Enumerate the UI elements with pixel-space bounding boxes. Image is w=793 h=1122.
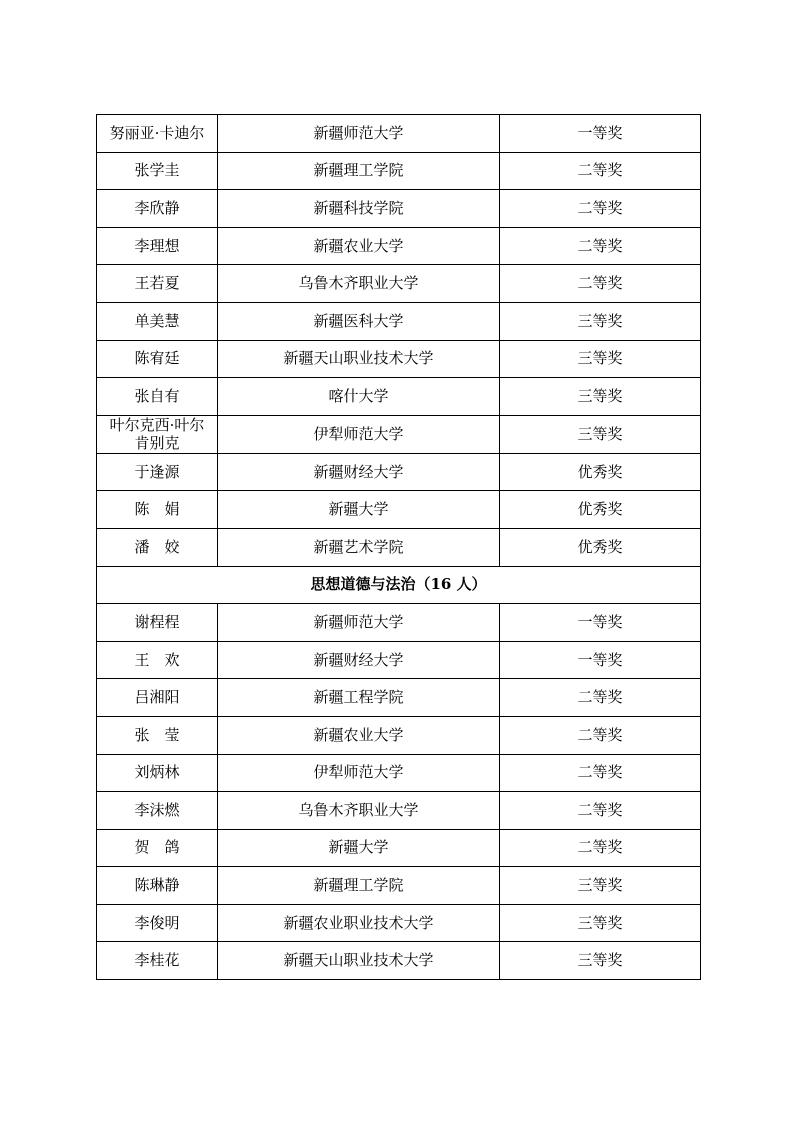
- winner-name: 张学圭: [134, 161, 180, 180]
- name-cell: [97, 754, 218, 792]
- winner-name: 李俊明: [134, 913, 180, 932]
- table-row: [97, 942, 701, 980]
- table-row: [97, 716, 701, 754]
- name-cell: [97, 792, 218, 830]
- award-cell: 二等奖: [500, 716, 701, 754]
- name-cell: [97, 604, 218, 642]
- award-cell: 一等奖: [500, 641, 701, 679]
- name-cell: [97, 867, 218, 905]
- school-cell: 新疆农业大学: [218, 227, 500, 265]
- school-cell: 新疆大学: [218, 491, 500, 529]
- name-cell: [97, 679, 218, 717]
- school-cell: 新疆理工学院: [218, 152, 500, 190]
- award-cell: 优秀奖: [500, 491, 701, 529]
- school-cell: 新疆财经大学: [218, 641, 500, 679]
- name-cell: [97, 115, 218, 153]
- school-cell: 伊犁师范大学: [218, 754, 500, 792]
- table-row: [97, 190, 701, 228]
- award-cell: 二等奖: [500, 829, 701, 867]
- award-cell: 三等奖: [500, 942, 701, 980]
- winner-name: 叶尔克西·叶尔肯别克: [109, 415, 205, 452]
- award-cell: 二等奖: [500, 265, 701, 303]
- award-cell: 一等奖: [500, 604, 701, 642]
- award-cell: 优秀奖: [500, 453, 701, 491]
- table-row: [97, 904, 701, 942]
- winner-name: 谢程程: [134, 612, 180, 631]
- winner-name: 王若夏: [134, 274, 180, 293]
- award-cell: 三等奖: [500, 302, 701, 340]
- name-cell: [97, 641, 218, 679]
- name-cell: [97, 904, 218, 942]
- name-cell: [97, 152, 218, 190]
- award-cell: 三等奖: [500, 867, 701, 905]
- award-cell: 二等奖: [500, 152, 701, 190]
- school-cell: 乌鲁木齐职业大学: [218, 265, 500, 303]
- award-cell: 三等奖: [500, 415, 701, 453]
- winner-name: 王 欢: [134, 650, 180, 669]
- table-row: [97, 641, 701, 679]
- winner-name: 刘炳林: [134, 763, 180, 782]
- school-cell: 新疆科技学院: [218, 190, 500, 228]
- winner-name: 陈宥廷: [134, 349, 180, 368]
- winner-name: 张自有: [134, 386, 180, 405]
- table-row: [97, 491, 701, 529]
- school-cell: 新疆师范大学: [218, 115, 500, 153]
- name-cell: [97, 491, 218, 529]
- winner-name: 吕湘阳: [134, 688, 180, 707]
- table-row: [97, 227, 701, 265]
- table-row: [97, 867, 701, 905]
- award-table-body: [97, 115, 701, 980]
- winner-name: 于逢源: [134, 462, 180, 481]
- name-cell: [97, 378, 218, 416]
- award-cell: 二等奖: [500, 190, 701, 228]
- name-cell: [97, 190, 218, 228]
- school-cell: 乌鲁木齐职业大学: [218, 792, 500, 830]
- school-cell: 新疆艺术学院: [218, 528, 500, 566]
- winner-name: 李欣静: [134, 198, 180, 217]
- table-row: [97, 453, 701, 491]
- table-row: [97, 792, 701, 830]
- winner-name: 陈 娟: [134, 500, 180, 519]
- table-row: [97, 265, 701, 303]
- award-cell: 一等奖: [500, 115, 701, 153]
- award-cell: 二等奖: [500, 227, 701, 265]
- award-cell: 二等奖: [500, 679, 701, 717]
- school-cell: 新疆师范大学: [218, 604, 500, 642]
- school-cell: 新疆农业大学: [218, 716, 500, 754]
- award-cell: 二等奖: [500, 754, 701, 792]
- section-header-row: [97, 566, 701, 604]
- winner-name: 李理想: [134, 236, 180, 255]
- winner-name: 陈琳静: [134, 876, 180, 895]
- name-cell: [97, 415, 218, 453]
- name-cell: [97, 227, 218, 265]
- table-row: [97, 415, 701, 453]
- table-row: [97, 829, 701, 867]
- award-cell: 三等奖: [500, 904, 701, 942]
- winner-name: 单美慧: [134, 311, 180, 330]
- school-cell: 新疆理工学院: [218, 867, 500, 905]
- table-row: [97, 302, 701, 340]
- table-row: [97, 115, 701, 153]
- winner-name: 潘 姣: [134, 537, 180, 556]
- award-cell: 三等奖: [500, 378, 701, 416]
- school-cell: 新疆大学: [218, 829, 500, 867]
- name-cell: [97, 302, 218, 340]
- school-cell: 伊犁师范大学: [218, 415, 500, 453]
- table-row: [97, 604, 701, 642]
- winner-name: 贺 鸽: [134, 838, 180, 857]
- table-row: [97, 152, 701, 190]
- name-cell: [97, 340, 218, 378]
- award-cell: 优秀奖: [500, 528, 701, 566]
- school-cell: 新疆医科大学: [218, 302, 500, 340]
- table-row: [97, 754, 701, 792]
- winner-name: 张 莹: [134, 725, 180, 744]
- award-cell: 二等奖: [500, 792, 701, 830]
- award-table: [96, 114, 701, 980]
- name-cell: [97, 942, 218, 980]
- school-cell: 新疆天山职业技术大学: [218, 942, 500, 980]
- name-cell: [97, 453, 218, 491]
- section-title: 思想道德与法治（16 人）: [97, 566, 701, 604]
- school-cell: 新疆天山职业技术大学: [218, 340, 500, 378]
- table-row: [97, 378, 701, 416]
- award-cell: 三等奖: [500, 340, 701, 378]
- table-row: [97, 340, 701, 378]
- winner-name: 李桂花: [134, 951, 180, 970]
- table-row: [97, 528, 701, 566]
- school-cell: 新疆农业职业技术大学: [218, 904, 500, 942]
- name-cell: [97, 265, 218, 303]
- school-cell: 新疆工程学院: [218, 679, 500, 717]
- school-cell: 喀什大学: [218, 378, 500, 416]
- name-cell: [97, 528, 218, 566]
- winner-name: 李沫燃: [134, 800, 180, 819]
- winner-name: 努丽亚·卡迪尔: [109, 123, 205, 142]
- name-cell: [97, 716, 218, 754]
- name-cell: [97, 829, 218, 867]
- table-row: [97, 679, 701, 717]
- school-cell: 新疆财经大学: [218, 453, 500, 491]
